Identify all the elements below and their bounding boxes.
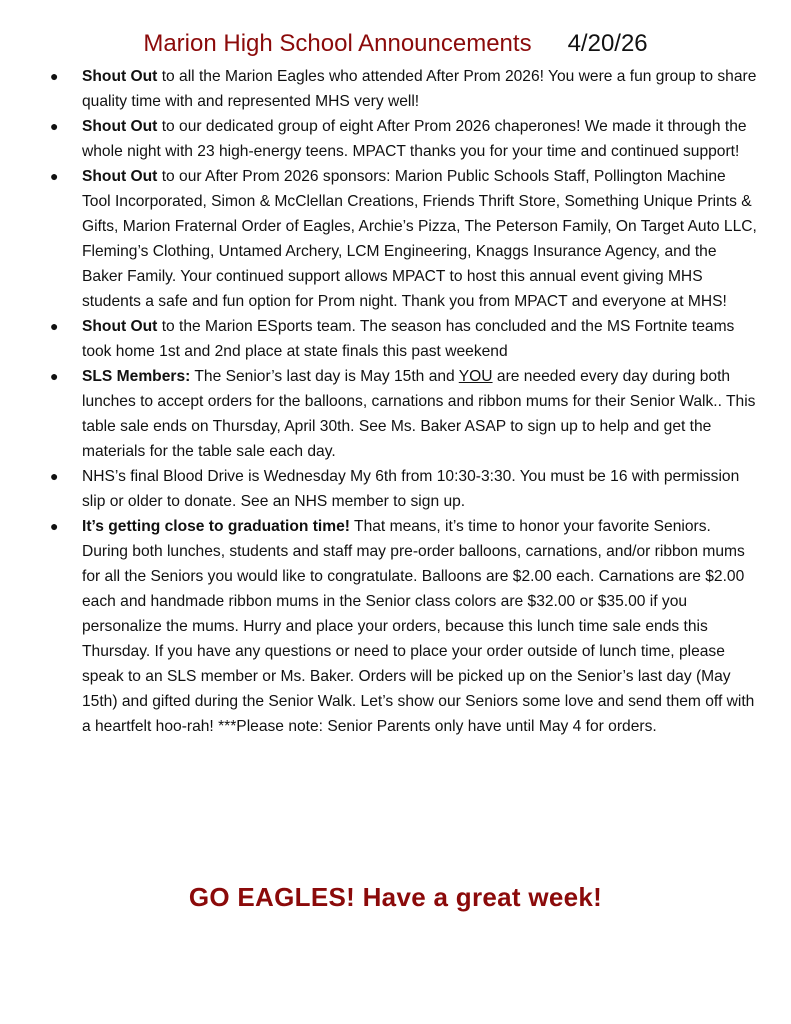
bullet-icon: ● xyxy=(50,68,59,84)
item-lead: It’s getting close to graduation time! xyxy=(82,518,350,535)
list-item xyxy=(0,514,757,739)
item-text: The Senior’s last day is May 15th and xyxy=(190,368,459,385)
closing-message: GO EAGLES! Have a great week! xyxy=(188,882,603,912)
item-text: to our dedicated group of eight After Prom 2026 chaperones! We made it through the whole night with 23 high-energy teens. MPACT thanks you for your time and continued support! xyxy=(82,118,747,160)
bullet-icon: ● xyxy=(50,318,59,334)
item-text: to our After Prom 2026 sponsors: Marion Public Schools Staff, Pollington Machine Tool Incorporated, Simon & McClellan Creations, Friends Thrift Store, Something Unique Prints & Gifts, Marion Fraternal Order of Eagles, Archie’s Pizza, The Peterson Family, On Target Auto LLC, Fleming’s Clothing, Untamed Archery, LCM Engineering, Knaggs Insurance Agency, and the Baker Family. Your continued support allows MPACT to host this annual event giving MHS students a safe and fun option for Prom night. Thank you from MPACT and everyone at MHS! xyxy=(82,168,757,310)
bullet-icon: ● xyxy=(50,118,59,134)
page-title xyxy=(0,30,791,58)
item-text: to all the Marion Eagles who attended After Prom 2026! You were a fun group to share quality time with and represented MHS very well! xyxy=(82,68,757,110)
list-item xyxy=(0,64,757,114)
announcement-list xyxy=(0,64,791,739)
item-emphasis: YOU xyxy=(458,368,493,385)
item-lead: Shout Out xyxy=(82,168,158,185)
item-text-continued: are needed every day during both lunches to accept orders for the balloons, carnations and ribbon mums for their Senior Walk.. This table sale ends on Thursday, April 30th. See Ms. Baker ASAP to sign up to help and get the materials for the table sale each day. xyxy=(82,368,756,460)
item-lead: Shout Out xyxy=(82,118,158,135)
bullet-icon: ● xyxy=(50,518,59,534)
date-text: 4/20/26 xyxy=(567,30,648,57)
bullet-icon: ● xyxy=(50,168,59,184)
bullet-icon: ● xyxy=(50,368,59,384)
bullet-icon: ● xyxy=(50,468,59,484)
item-text: That means, it’s time to honor your favorite Seniors. During both lunches, students and staff may pre-order balloons, carnations, and/or ribbon mums for all the Seniors you would like to congratulate. Balloons are $2.00 each. Carnations are $2.00 each and handmade ribbon mums in the Senior class colors are $32.00 or $35.00 if you personalize the mums. Hurry and place your orders, because this lunch time sale ends this Thursday. If you have any questions or need to place your order outside of lunch time, please speak to an SLS member or Ms. Baker. Orders will be picked up on the Senior’s last day (May 15th) and gifted during the Senior Walk. Let’s show our Seniors some love and send them off with a heartfelt hoo-rah! ***Please note: Senior Parents only have until May 4 for orders. xyxy=(82,518,755,735)
item-lead: Shout Out xyxy=(82,68,158,85)
list-item xyxy=(0,314,757,364)
item-text: NHS’s final Blood Drive is Wednesday My 6th from 10:30-3:30. You must be 16 with permission slip or older to donate. See an NHS member to sign up. xyxy=(82,468,740,510)
item-text: to the Marion ESports team. The season has concluded and the MS Fortnite teams took home 1st and 2nd place at state finals this past weekend xyxy=(82,318,735,360)
list-item xyxy=(0,464,757,514)
list-item xyxy=(0,114,757,164)
title-text: Marion High School Announcements xyxy=(143,30,532,57)
item-lead: Shout Out xyxy=(82,318,158,335)
list-item xyxy=(0,164,757,314)
list-item xyxy=(0,364,757,464)
item-lead: SLS Members: xyxy=(82,368,191,385)
